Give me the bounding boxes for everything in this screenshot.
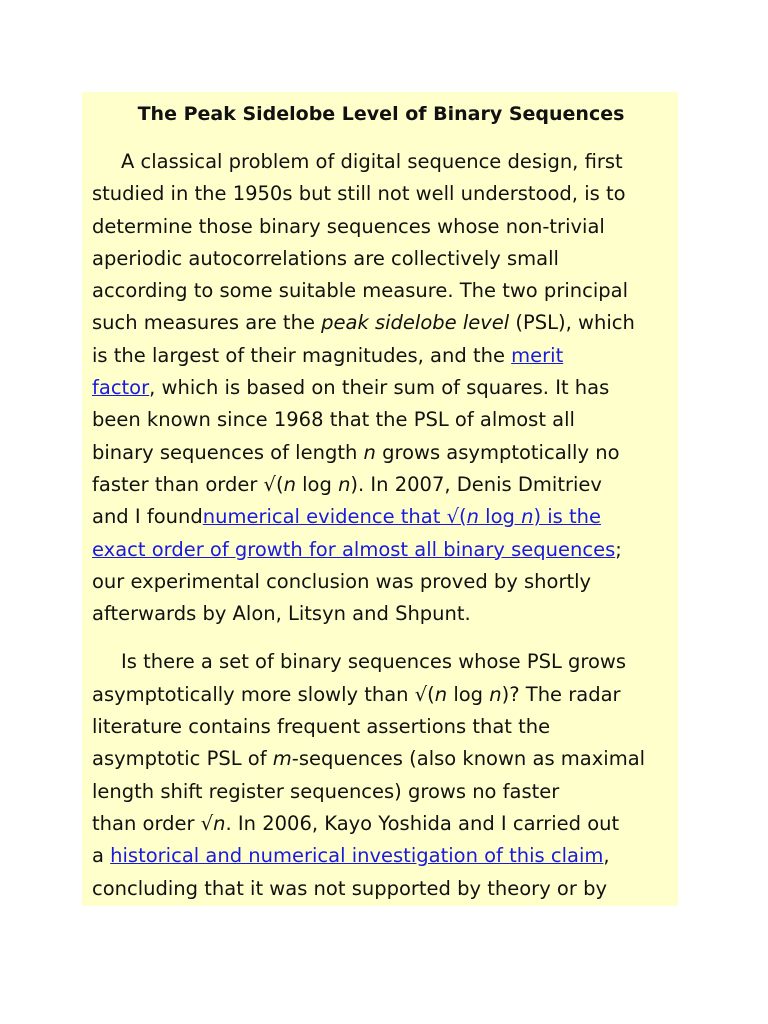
link-text: numerical evidence that √( <box>202 505 467 529</box>
text-span: asymptotic PSL of <box>92 747 273 771</box>
math-var: n <box>283 472 296 496</box>
text-line <box>92 340 678 372</box>
text-line: determine those binary sequences whose non-trivial <box>92 214 605 238</box>
merit-factor-link-continued[interactable]: factor <box>92 376 150 400</box>
link-text: ) is the <box>533 505 602 529</box>
text-line <box>92 743 678 775</box>
document-page <box>82 92 678 906</box>
text-line <box>92 840 678 872</box>
math-var: n <box>338 472 351 496</box>
math-var: n <box>363 440 376 464</box>
math-var: n <box>489 682 502 706</box>
text-span: (PSL), which <box>509 311 635 335</box>
text-line <box>92 808 678 840</box>
text-line: studied in the 1950s but still not well understood, is to <box>92 182 626 206</box>
text-span: ). In 2007, Denis Dmitriev <box>350 472 602 496</box>
merit-factor-link[interactable]: merit <box>511 343 564 367</box>
math-var: n <box>434 682 448 706</box>
text-line <box>92 679 678 711</box>
paragraph-2 <box>92 646 678 904</box>
text-line <box>92 437 678 469</box>
text-span: asymptotically more slowly than √( <box>92 682 435 706</box>
text-line <box>92 307 678 339</box>
text-span: . In 2006, Kayo Yoshida and I carried out <box>225 811 620 835</box>
text-span: and I found <box>92 505 203 529</box>
page-title: The Peak Sidelobe Level of Binary Sequences <box>137 103 625 125</box>
text-line: concluding that it was not supported by theory or by <box>92 876 607 900</box>
text-line: A classical problem of digital sequence design, first <box>121 150 623 173</box>
text-line <box>92 469 678 501</box>
text-line: according to some suitable measure. The two principal <box>92 279 628 303</box>
math-var: n <box>466 505 479 529</box>
text-span: such measures are the <box>92 311 322 335</box>
math-var: n <box>521 505 534 529</box>
numerical-evidence-link-continued[interactable]: exact order of growth for almost all binary sequences <box>92 537 616 561</box>
paragraph-1 <box>92 146 678 630</box>
math-expression: √n <box>200 811 226 835</box>
math-var: m <box>272 747 292 771</box>
text-span: grows asymptotically no <box>375 440 620 464</box>
text-span: -sequences (also known as maximal <box>291 747 646 771</box>
text-span: a <box>92 844 111 868</box>
text-span: than order <box>92 811 201 835</box>
text-line: afterwards by Alon, Litsyn and Shpunt. <box>92 602 471 626</box>
text-line: length shift register sequences) grows no faster <box>92 779 560 803</box>
text-line <box>92 501 678 533</box>
text-span: ; <box>615 537 622 561</box>
numerical-evidence-link[interactable] <box>203 505 601 528</box>
link-text: log <box>478 505 522 529</box>
text-span: faster than order √( <box>92 472 284 496</box>
text-line <box>92 534 678 566</box>
text-line <box>92 372 678 404</box>
emphasis-psl: peak sidelobe level <box>321 311 510 335</box>
text-line: literature contains frequent assertions that the <box>92 715 551 739</box>
text-line: aperiodic autocorrelations are collectively small <box>92 246 559 270</box>
historical-investigation-link[interactable]: historical and numerical investigation of this claim <box>110 844 604 868</box>
text-span: log <box>447 682 490 706</box>
text-span: , <box>603 844 610 868</box>
text-span: , which is based on their sum of squares. It has <box>149 376 610 400</box>
text-line: been known since 1968 that the PSL of almost all <box>92 408 575 432</box>
text-span: log <box>295 472 339 496</box>
text-line: our experimental conclusion was proved by shortly <box>92 569 592 593</box>
text-span: is the largest of their magnitudes, and the <box>92 343 512 367</box>
text-span: )? The radar <box>501 682 621 706</box>
text-line: Is there a set of binary sequences whose PSL grows <box>121 650 627 674</box>
text-span: binary sequences of length <box>92 440 364 464</box>
